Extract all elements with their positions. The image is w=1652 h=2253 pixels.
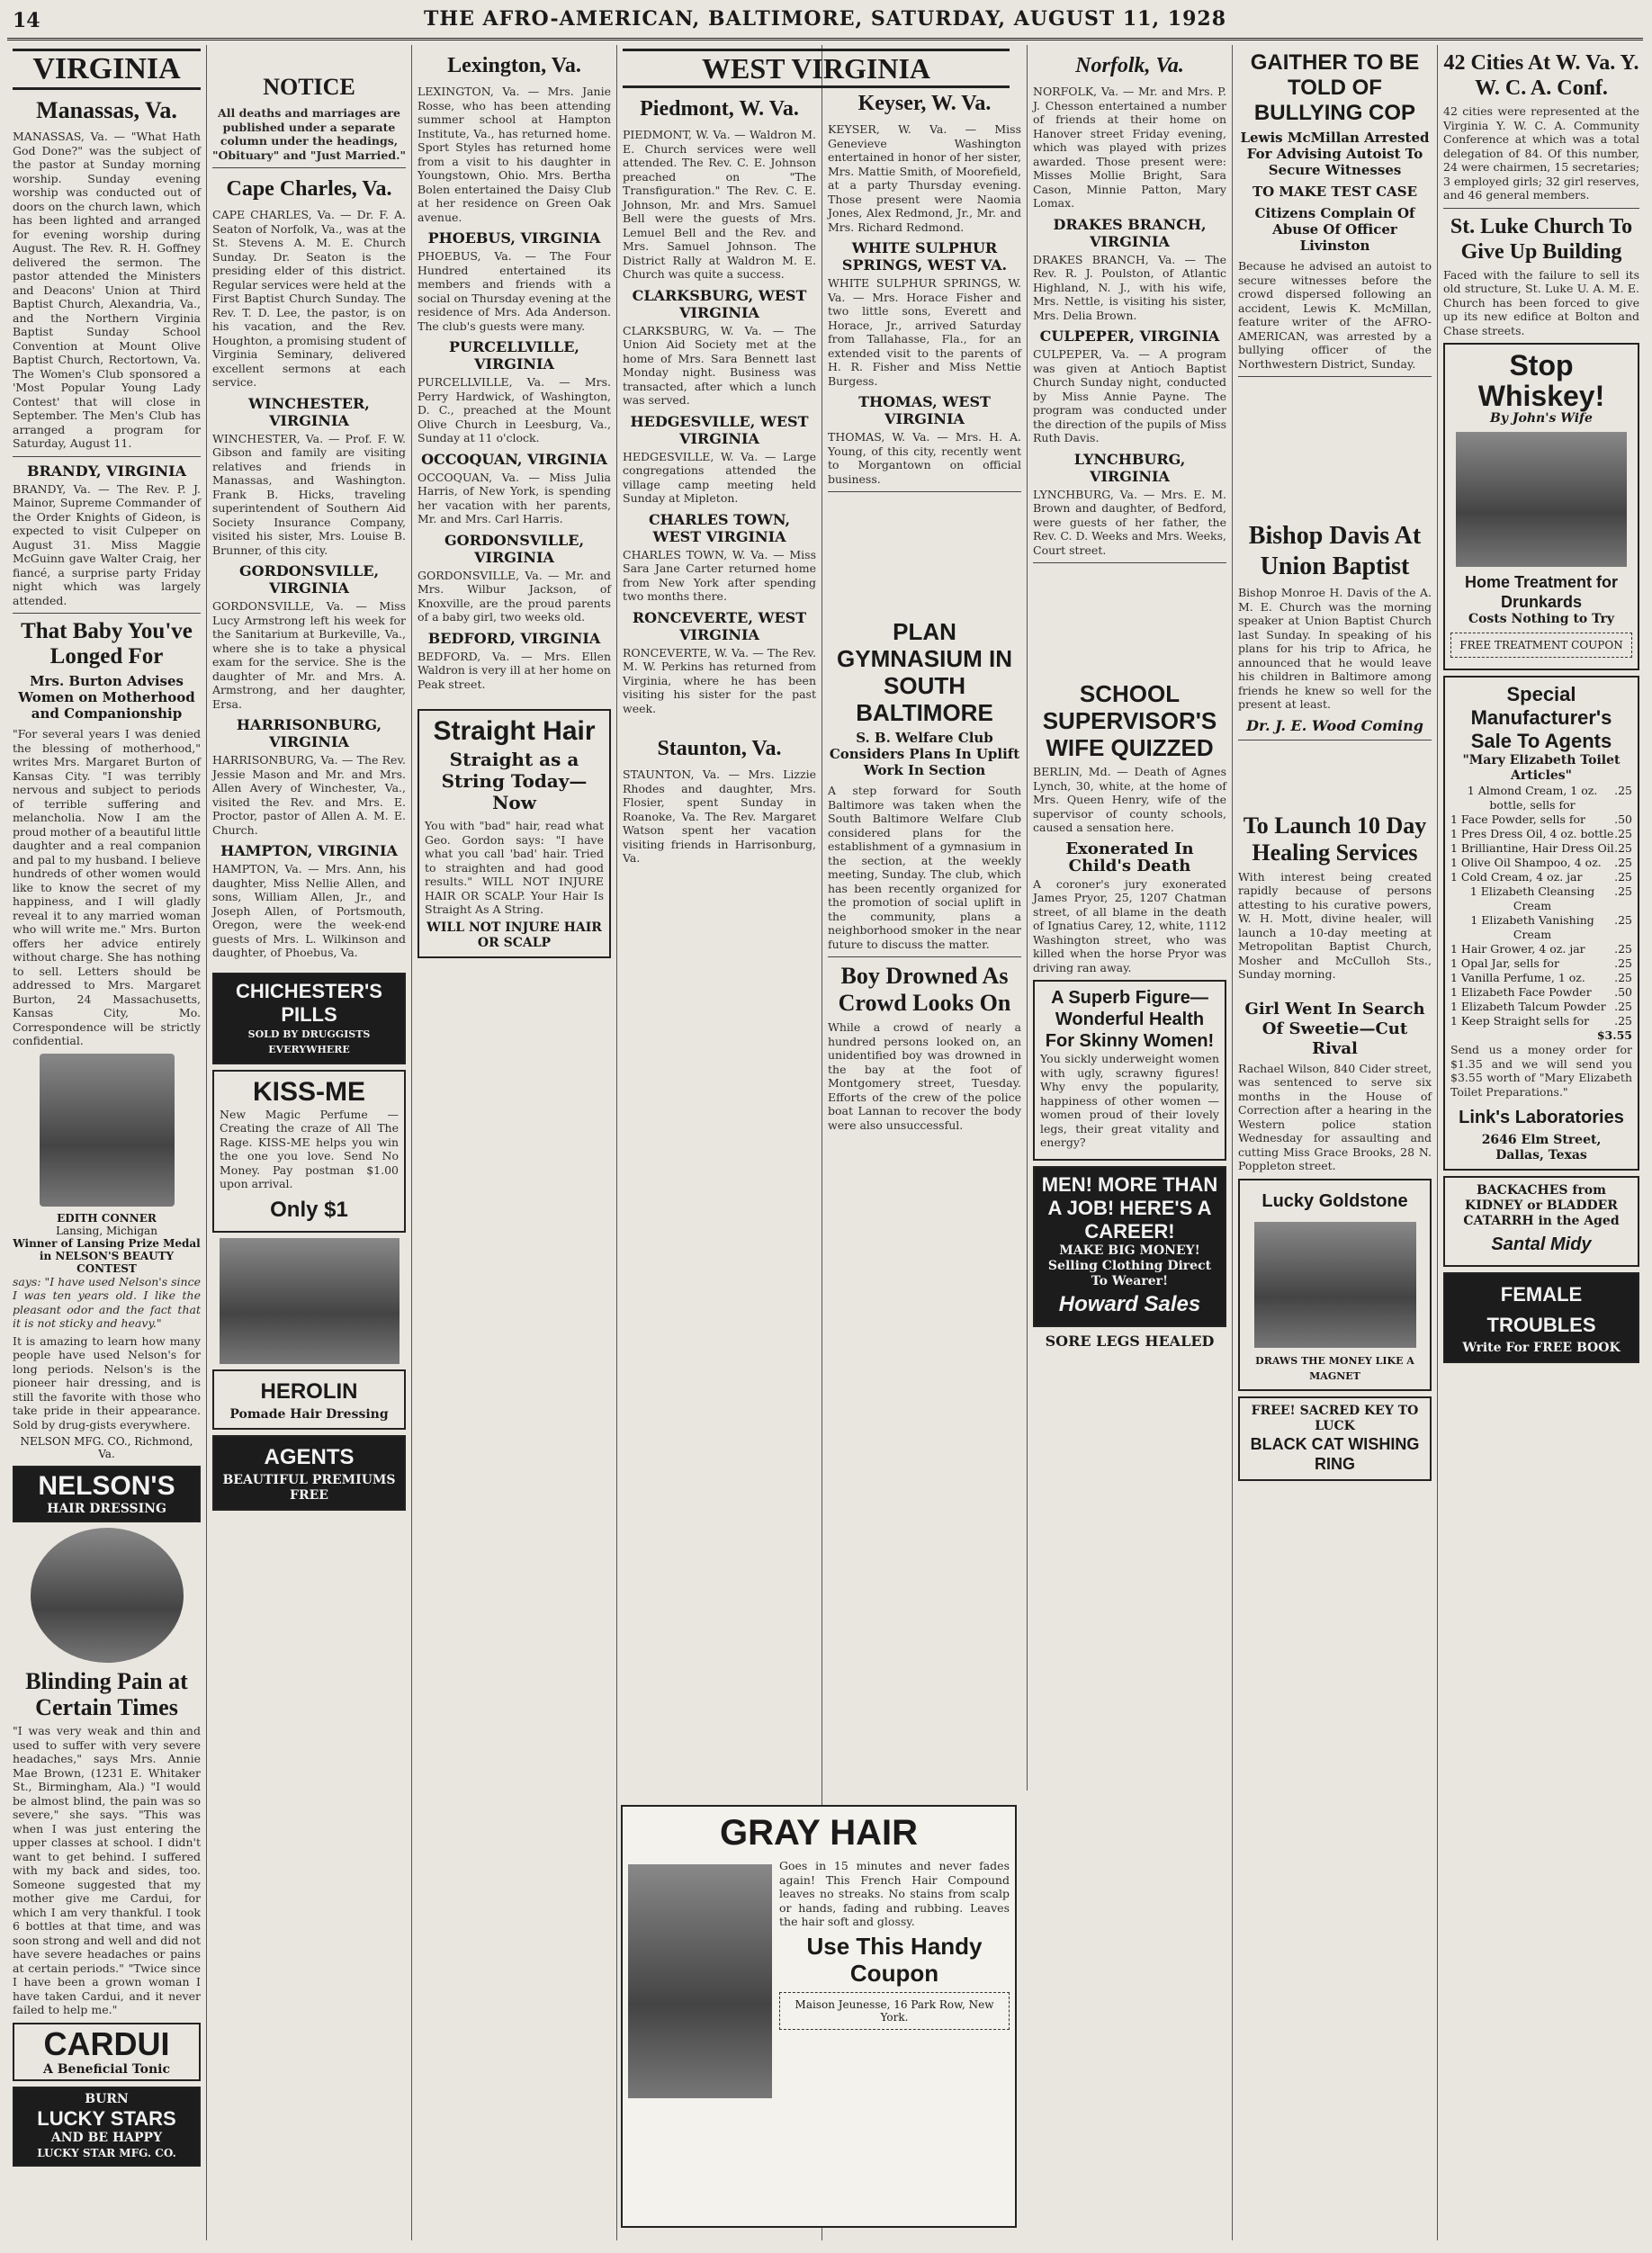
price-item-price: .25 [1614,942,1632,956]
ad-body: "I was very weak and thin and used to suffer with very severe headaches," says Mrs. Annie Mae Brown, (1231 E. Whitaker St., Birmingham, Ala.) "I would be almost blind, the pain was so severe," she says. "This was when I was just entering the upper classes at school. I didn't want to get behind. I suffered with my back and sides, too. Someone suggested that my mother give me Cardui, for which I am very thankful. I took 6 bottles at that time, and was soon strong and well and did not have severe headaches or pains at certain periods." "Twice since I have been a grown woman I have taken Cardui, and it never failed to help me." [13,1724,201,2016]
city-heading: Keyser, W. Va. [857,92,992,115]
article-body: Rachael Wilson, 840 Cider street, was sentenced to serve six months in the House of Correction after a hearing in the Western police station Wednesday for assaulting and cutting Miss Grace Brooks, 28 N. Poppleton street. [1238,1061,1432,1172]
divider [13,613,201,614]
price-list-item [1450,841,1632,856]
city-heading: Piedmont, W. Va. [640,97,799,121]
price-item-price: .25 [1614,827,1632,840]
price-list-item [1450,1014,1632,1028]
price-item-name: 1 Pres Dress Oil, 4 oz. bottle [1450,827,1614,840]
photo-caption-line: Winner of Lansing Prize Medal in NELSON'S BEAUTY CONTEST [13,1236,201,1275]
headline: To Launch 10 Day Healing Services [1243,812,1427,866]
column-2 [207,45,412,2240]
price-total: $3.55 [1596,1028,1632,1042]
city-heading: THOMAS, WEST VIRGINIA [858,393,991,427]
divider [1238,740,1432,741]
article-body: BEDFORD, Va. — Mrs. Ellen Waldron is very ill at her home on Peak street. [417,649,611,691]
price-item-name: 1 Almond Cream, 1 oz. bottle, sells for [1467,784,1598,812]
mary-elizabeth-ad: Special Manufacturer's Sale To Agents "Mary Elizabeth Toilet Articles" 1 Almond Cream, 1 oz. bottle, sells for .25 1 Face Powder, sells for .50 1 Pres Dress Oil, 4 oz. bottle .25 1 Brilliantine, Hair Dress Oil .25 1 Olive Oil Shampoo, 4 oz. .25 1 Cold Cream, 4 oz. jar .25 1 Elizabeth Cleansing Cream .25 1 Elizabeth Vanishing Cream .25 1 Hair Grower, 4 oz. jar .25 1 Opal Jar, sells for .25 1 Vanilla Perfume, 1 oz. .25 1 Elizabeth Face Powder .50 1 Elizabeth Talcum Powder .25 1 Keep Straight sells for .25 $3.55 Send us a money order for $1.35 and we will send you $3.55 worth of "Mary Elizabeth Toilet Preparations." Link's Laboratories 2646 Elm Street, Dallas, Texas [1443,676,1639,1171]
family-illustration [1456,432,1627,567]
superb-figure-ad: A Superb Figure—Wonderful Health For Skinny Women! You sickly underweight women with ugly, scrawny figures! Why envy the popularity, happiness of other women — women proud of their lovely legs, their great vitality and energy? [1033,980,1226,1161]
notice-heading: NOTICE [263,74,355,100]
divider [1443,208,1639,209]
price-list-item [1450,884,1632,913]
price-item-name: 1 Olive Oil Shampoo, 4 oz. [1450,856,1602,869]
article-body: BERLIN, Md. — Death of Agnes Lynch, 30, white, at the home of Mrs. Queen Henry, wife of the supervisor of county schools, caused a sensation here. [1033,765,1226,834]
city-heading: DRAKES BRANCH, VIRGINIA [1053,215,1207,250]
article-body: CHARLES TOWN, W. Va. — Miss Sara Jane Carter returned home from New York after spending two months there. [623,547,816,603]
divider [212,167,406,168]
masthead [7,2,1643,40]
article-body: CLARKSBURG, W. Va. — The Union Aid Society met at the home of Mrs. Sara Bennett last Monday night. Business was transacted, after which a lunch was served. [623,323,816,407]
ad-headline: That Baby You've Longed For [21,619,193,669]
article-body: NORFOLK, Va. — Mr. and Mrs. P. J. Chesson entertained a number of friends at their home on Hanover street Friday evening, which was played with prizes awarded. Those present were: Misses Mollie Bright, Sara Cason, Minnie Patton, Mary Lomax. [1033,85,1226,210]
price-list-item [1450,1000,1632,1014]
price-list-item [1450,956,1632,971]
city-heading: BRANDY, VIRGINIA [26,462,187,480]
city-heading: Manassas, Va. [36,97,177,123]
price-list [1450,784,1632,1028]
city-heading: CLARKSBURG, WEST VIRGINIA [632,286,807,321]
column-1 [7,45,207,2240]
article-body: 42 cities were represented at the Virginia Y. W. C. A. Community Conference at which was a total delegation of 84. Of this number, 24 were chairmen, 15 secretaries; 3 employed girls; 32 girl reserves, and 46 general members. [1443,104,1639,202]
headline: 42 Cities At W. Va. Y. W. C. A. Conf. [1443,51,1639,100]
gray-hair-ad [621,1805,1017,2228]
divider [1033,562,1226,563]
column-6 [1028,45,1233,2240]
headline-deck: S. B. Welfare Club Considers Plans In Uplift Work In Section [829,730,1020,778]
city-heading: PURCELLVILLE, VIRGINIA [449,338,579,373]
city-heading: GORDONSVILLE, VIRGINIA [444,531,585,566]
ad-deck: Mrs. Burton Advises Women on Motherhood and Companionship [18,673,195,722]
chichesters-pills-ad: CHICHESTER'S PILLS SOLD BY DRUGGISTS EVERYWHERE [212,973,406,1064]
price-item-name: 1 Keep Straight sells for [1450,1014,1590,1028]
price-list-item [1450,812,1632,827]
column-7 [1233,45,1438,2240]
price-item-price: .25 [1614,856,1632,869]
herolin-ad: HEROLIN Pomade Hair Dressing [212,1369,406,1430]
page-number: 14 [13,9,40,32]
city-heading: Staunton, Va. [657,737,782,760]
price-list-item [1450,913,1632,942]
article-body: WHITE SULPHUR SPRINGS, W. Va. — Mrs. Horace Fisher and two little sons, Everett and Horace, Jr., arrived Saturday from Tallahasse, Fla., for an extended visit to the parents of H. R. Fisher and Miss Nettie Burgess. [828,276,1021,388]
price-item-name: 1 Brilliantine, Hair Dress Oil [1450,841,1614,855]
article-body: Bishop Monroe H. Davis of the A. M. E. Church was the morning speaker at Union Baptist Church last Sunday. In speaking of his plans for his trip to Africa, he announced that he would leave his children in Baltimore among friends he knew so well for the present at least. [1238,586,1432,711]
woman-photo [31,1528,184,1663]
city-heading: WHITE SULPHUR SPRINGS, WEST VA. [841,239,1008,274]
headline: Girl Went In Search Of Sweetie—Cut Rival [1244,999,1425,1058]
price-item-name: 1 Elizabeth Vanishing Cream [1470,913,1594,941]
city-heading: WINCHESTER, VIRGINIA [248,394,370,429]
article-body: HAMPTON, Va. — Mrs. Ann, his daughter, Miss Nellie Allen, and sons, William Allen, Jr., and Joseph Allen, of Portsmouth, Oregon, were the week-end guests of Mrs. L. Wilkinson and daughter, of Phoebus, Va. [212,862,406,959]
price-item-price: .25 [1614,870,1632,884]
divider [828,956,1021,957]
price-item-price: .50 [1614,812,1632,826]
female-troubles-ad: FEMALE TROUBLES Write For FREE BOOK [1443,1272,1639,1363]
price-list-item [1450,942,1632,956]
price-item-price: .25 [1614,1014,1632,1028]
city-heading: HEDGESVILLE, WEST VIRGINIA [630,412,809,447]
article-body: PURCELLVILLE, Va. — Mrs. Perry Hardwick, of Washington, D. C., preached at the Mount Olive Church in Leesburg, Va., Sunday at 11 o'clock. [417,375,611,444]
city-heading: RONCEVERTE, WEST VIRGINIA [632,608,807,643]
kiss-me-ad: KISS-ME New Magic Perfume — Creating the craze of All The Rage. KISS-ME helps you win the one you love. Send No Money. Pay postman $1.00 upon arrival. Only $1 [212,1070,406,1233]
photo-caption-name: EDITH CONNER [57,1211,157,1225]
headline: Bishop Davis At Union Baptist [1248,522,1422,580]
article-body: THOMAS, W. Va. — Mrs. H. A. Young, of this city, recently went to Morgantown on official business. [828,430,1021,486]
article-body: WINCHESTER, Va. — Prof. F. W. Gibson and family are visiting relatives and friends in Manassas, and Washington. Frank B. Hicks, traveling superintendent of Southern Aid Society Insurance Company, visited his sister, Mrs. Louise B. Brunner, of this city. [212,431,406,557]
notice-body: All deaths and marriages are published under a separate column under the headings, "Obituary" and "Just Married." [212,106,406,162]
column-5 [822,45,1028,1791]
section-heading-west-virginia: WEST VIRGINIA [623,49,1010,88]
headline: Boy Drowned As Crowd Looks On [838,963,1011,1016]
portrait-photo [40,1054,175,1207]
article-body: PIEDMONT, W. Va. — Waldron M. E. Church services were well attended. The Rev. C. E. Johnson preached on "The Transfiguration." The Rev. C. E. Johnson, Mr. and Mrs. Samuel Bell were the guests of Mrs. Lemuel Bell and the Rev. and Mrs. Samuel Johnson. The District Rally at Waldron M. E. Church was quite a success. [623,128,816,281]
price-item-name: 1 Face Powder, sells for [1450,812,1585,826]
price-list-item [1450,856,1632,870]
straight-hair-ad: Straight Hair Straight as a String Today—Now You with "bad" hair, read what Geo. Gordon says: "I have what you call 'bad' hair. Tried to straighten and had good results." WILL NOT INJURE HAIR OR SCALP. Your Hair Is Straight As A String. WILL NOT INJURE HAIR OR SCALP [417,709,611,958]
article-body: PHOEBUS, Va. — The Four Hundred entertained its members and friends with a social on Thursday evening at the residence of Mrs. Ada Anderson. The club's guests were many. [417,249,611,333]
price-list-item [1450,784,1632,812]
section-heading-virginia: VIRGINIA [13,49,201,90]
article-body: Faced with the failure to sell its old structure, St. Luke U. A. M. E. Church has been forced to give up its new edifice at Bolton and Chase streets. [1443,267,1639,337]
article-body: DRAKES BRANCH, Va. — The Rev. R. J. Poulston, of Atlantic Highland, N. J., with his wife, Mrs. Nettle, is visiting his sister, Mrs. Delia Brown. [1033,252,1226,322]
price-item-price: .25 [1614,1000,1632,1013]
price-item-name: 1 Elizabeth Talcum Powder [1450,1000,1606,1013]
article-body: MANASSAS, Va. — "What Hath God Done?" was the subject of the pastor at Sunday morning worship. Sunday evening worship was conducted out of doors on the church lawn, which has been lighted and arranged for evening worship during August. The Rev. R. H. Goffney delivered the sermon. The pastor attended the Ministers and Deacons' Union at Third Baptist Church, Alexandria, Va., and the Northern Virginia Baptist Sunday School Convention at Mount Olive Baptist Church, Rectortown, Va. The Women's Club sponsored a 'Most Popular Young Lady Contest' that will close in September. The Men's Club has arranged a program for Saturday, August 11. [13,130,201,450]
city-heading: HARRISONBURG, VIRGINIA [236,716,382,750]
divider [13,456,201,457]
article-body: A coroner's jury exonerated James Pryor, 25, 1207 Chatman street, of all blame in the death of Ignatius Carey, 12, white, 1112 Washington street, who was killed when the horse Pryor was driving ran away. [1033,876,1226,974]
divider [828,491,1021,492]
headline: GAITHER TO BE TOLD OF BULLYING COP [1250,50,1420,125]
article-body: LYNCHBURG, Va. — Mrs. E. M. Brown and daughter, of Bedford, were guests of her father, the Rev. C. D. Weeks and Mrs. Weeks, Court street. [1033,487,1226,557]
column-8 [1438,45,1645,2240]
city-heading: CHARLES TOWN, WEST VIRGINIA [648,510,791,545]
city-heading: Cape Charles, Va. [226,177,392,201]
santal-midy-ad: BACKACHES from KIDNEY or BLADDER CATARRH in the Aged Santal Midy [1443,1176,1639,1267]
headline-deck: Citizens Complain Of Abuse Of Officer Livinston [1254,205,1415,254]
coupon[interactable] [779,1992,1010,2030]
newspaper-title: THE AFRO-AMERICAN, BALTIMORE, SATURDAY, AUGUST 11, 1928 [423,7,1227,31]
ad-headline: SORE LEGS HEALED [1045,1332,1215,1350]
photo-caption-location: Lansing, Michigan [56,1224,157,1237]
ad-body: "For several years I was denied the blessing of motherhood," writes Mrs. Margaret Burton of Kansas City. "I was terribly nervous and subject to periods of terrible suffering and melancholia. Now I am the proud mother of a beautiful little daughter and a real companion and pal to my husband. I believe hundreds of other women would like to know the secret of my happiness, and I will gladly reveal it to any married woman who will write me." Mrs. Burton offers her advice entirely without charge. She has nothing to sell. Letters should be addressed to Mrs. Margaret Burton, 24 Massachusetts, Kansas City, Mo. Correspondence will be strictly confidential. [13,727,201,1047]
price-item-price: .25 [1614,841,1632,855]
headline: SCHOOL SUPERVISOR'S WIFE QUIZZED [1042,680,1217,761]
article-body: While a crowd of nearly a hundred persons looked on, an unidentified boy was drowned in the bay at the foot of Montgomery street, Tuesday. Efforts of the crew of the police boat Lannan to recover the body were also unsuccessful. [828,1020,1021,1132]
gray-hair-title: GRAY HAIR [719,1813,919,1853]
city-heading: CULPEPER, VIRGINIA [1039,328,1220,345]
headline: St. Luke Church To Give Up Building [1450,214,1633,264]
divider [1238,376,1432,377]
article-body: GORDONSVILLE, Va. — Miss Lucy Armstrong left his week for the Sanitarium at Burkeville, Va., where she is to take a physical exam for the service. She is the daughter of Mr. and Mrs. A. Armstrong, and her daughter, Ersa. [212,599,406,711]
city-heading: LYNCHBURG, VIRGINIA [1073,450,1186,485]
article-body: STAUNTON, Va. — Mrs. Lizzie Rhodes and daughter, Mrs. Flosier, spent Sunday in Roanoke, Va. The Rev. Margaret Watson spent her vacation visiting friends in Harrisonburg, Va. [623,767,816,865]
price-item-price: .25 [1614,971,1632,984]
price-item-name: 1 Hair Grower, 4 oz. jar [1450,942,1585,956]
city-heading: OCCOQUAN, VIRGINIA [421,450,607,468]
city-heading: Norfolk, Va. [1075,54,1184,77]
price-item-name: 1 Elizabeth Cleansing Cream [1469,884,1595,912]
price-list-item [1450,870,1632,884]
price-item-name: 1 Vanilla Perfume, 1 oz. [1450,971,1585,984]
price-item-price: .25 [1614,784,1632,797]
coupon[interactable]: FREE TREATMENT COUPON [1450,633,1632,658]
column-3 [412,45,617,2240]
article-body: BRANDY, Va. — The Rev. P. J. Mainor, Supreme Commander of the Order Knights of Gideon, is expected to visit Culpeper on August 31. Miss Maggie McGuinn gave Walter Craig, her fiancé, a surprise party Friday night which was largely attended. [13,481,201,607]
article-body: CULPEPER, Va. — A program was given at Antioch Baptist Church Sunday night, conducted by Miss Annie Payne. The program was conducted under the direction of the pupils of Miss Ruth Davis. [1033,347,1226,444]
headline-deck: TO MAKE TEST CASE [1252,184,1418,200]
city-heading: GORDONSVILLE, VIRGINIA [238,562,380,597]
goldstone-illustration [1254,1222,1416,1348]
woman-face-illustration [628,1864,772,2098]
article-body: HEDGESVILLE, W. Va. — Large congregations attended the village camp meeting held Sunday at Mipleton. [623,449,816,505]
ad-body: It is amazing to learn how many people have used Nelson's for long periods. Nelson's is the pioneer hair dressing, and is still the favorite with those who take pride in their appearance. Sold by drug-gists everywhere. [13,1333,201,1432]
ad-body: Goes in 15 minutes and never fades again! This French Hair Compound leaves no streaks. No stains from scalp or hands, fading and rubbing. Leaves the hair soft and glossy. [779,1859,1010,1928]
nelsons-logo: NELSON'S HAIR DRESSING [13,1466,201,1522]
article-body: OCCOQUAN, Va. — Miss Julia Harris, of New York, is spending her vacation with her parents, Mr. and Mrs. Carl Harris. [417,470,611,525]
your-hair-illustration [220,1238,400,1364]
coupon-tag: Use This Handy Coupon [806,1932,983,1987]
city-heading: PHOEBUS, VIRGINIA [427,229,601,247]
article-body: RONCEVERTE, W. Va. — The Rev. M. W. Perkins has returned from Virginia, where he has been visiting his sister for the past week. [623,645,816,715]
price-list-item [1450,827,1632,841]
price-list-item [1450,985,1632,1000]
price-item-name: 1 Elizabeth Face Powder [1450,985,1592,999]
article-body: GORDONSVILLE, Va. — Mr. and Mrs. Wilbur Jackson, of Knoxville, are the proud parents of a baby girl, two weeks old. [417,568,611,624]
article-body: CAPE CHARLES, Va. — Dr. F. A. Seaton of Norfolk, Va., was at the St. Stevens A. M. E. Church Sunday. Dr. Seaton is the presiding elder of this district. Regular services were held at the First Baptist Church Sunday. The Rev. T. D. Lee, the pastor, is on his vacation, and the Rev. Houghton, a promising student of Virginia Seminary, delivered excellent sermons at each service. [212,208,406,389]
career-ad: MEN! MORE THAN A JOB! HERE'S A CAREER! MAKE BIG MONEY! Selling Clothing Direct To Wearer! Howard Sales [1033,1166,1226,1327]
photo-quote: says: "I have used Nelson's since I was ten years old. I like the pleasant odor and the fact that it is not sticky and heavy." [13,1274,201,1330]
city-heading: BEDFORD, VIRGINIA [427,629,601,647]
cardui-logo: CARDUI A Beneficial Tonic [13,2023,201,2081]
ad-maker: NELSON MFG. CO., Richmond, Va. [20,1435,193,1460]
headline-deck: Lewis McMillan Arrested For Advising Autoist To Secure Witnesses [1240,130,1430,178]
black-cat-ring-ad: FREE! SACRED KEY TO LUCK BLACK CAT WISHING RING [1238,1396,1432,1481]
price-item-price: .25 [1614,913,1632,927]
article-body: LEXINGTON, Va. — Mrs. Janie Rosse, who has been attending summer school at Hampton Institute, Va., has returned home. Sport Styles has returned home from a visit to his daughter in Youngstown, Ohio. Mrs. Bertha Bolen entertained the Daisy Club at her residence on Green Oak avenue. [417,85,611,224]
city-heading: Lexington, Va. [447,54,581,77]
lucky-goldstone-ad: Lucky Goldstone DRAWS THE MONEY LIKE A MAGNET [1238,1179,1432,1391]
price-item-price: .50 [1614,985,1632,999]
article-body: KEYSER, W. Va. — Miss Genevieve Washington entertained in honor of her sister, Mrs. Mattie Smith, of Moorefield, at a party Thursday evening. Those present were Naomia Jones, Alex Redmond, Jr., Mr. and Mrs. Richard Redmond. [828,122,1021,234]
article-body: With interest being created rapidly because of persons attesting to his curative powers, W. H. Mott, divine healer, will launch a 10-day meeting at Metropolitan Baptist Church, Mosher and McCulloh Sts., Sunday morning. [1238,869,1432,981]
headline: PLAN GYMNASIUM IN SOUTH BALTIMORE [837,618,1012,726]
stop-whiskey-ad: Stop Whiskey! By John's Wife Home Treatment for Drunkards Costs Nothing to Try FREE TREATMENT COUPON [1443,343,1639,670]
subheading: Dr. J. E. Wood Coming [1246,716,1423,734]
price-item-name: 1 Cold Cream, 4 oz. jar [1450,870,1583,884]
headline: Exonerated In Child's Death [1065,839,1194,875]
article-body: HARRISONBURG, Va. — The Rev. Jessie Mason and Mr. and Mrs. Allen Avery of Winchester, Va., visited the Rev. and Mrs. E. Proctor, pastor of Allen A. M. E. Church. [212,753,406,837]
coupon-address: Maison Jeunesse, 16 Park Row, New York. [795,1997,994,2024]
price-list-item [1450,971,1632,985]
city-heading: HAMPTON, VIRGINIA [220,842,398,859]
article-body: Because he advised an autoist to secure witnesses before the crowd dispersed following an accident, Lewis K. McMillan, feature writer of the AFRO-AMERICAN, was arrested by a bullying officer of the Northwestern District, Sunday. [1238,259,1432,371]
price-item-price: .25 [1614,884,1632,898]
price-item-name: 1 Opal Jar, sells for [1450,956,1559,970]
price-item-price: .25 [1614,956,1632,970]
agents-ad: AGENTS BEAUTIFUL PREMIUMS FREE [212,1435,406,1511]
article-body: A step forward for South Baltimore was taken when the South Baltimore Welfare Club considered plans for the establishment of a gymnasium in the section, at the weekly meeting, Sunday. The club, which has been recently organized for the promotion of social uplift in the community, plans a neighborhood smoker in the near future to discuss the matter. [828,784,1021,951]
lucky-stars-ad: BURN LUCKY STARS AND BE HAPPY LUCKY STAR MFG. CO. [13,2087,201,2167]
ad-headline: Blinding Pain at Certain Times [25,1668,188,1720]
